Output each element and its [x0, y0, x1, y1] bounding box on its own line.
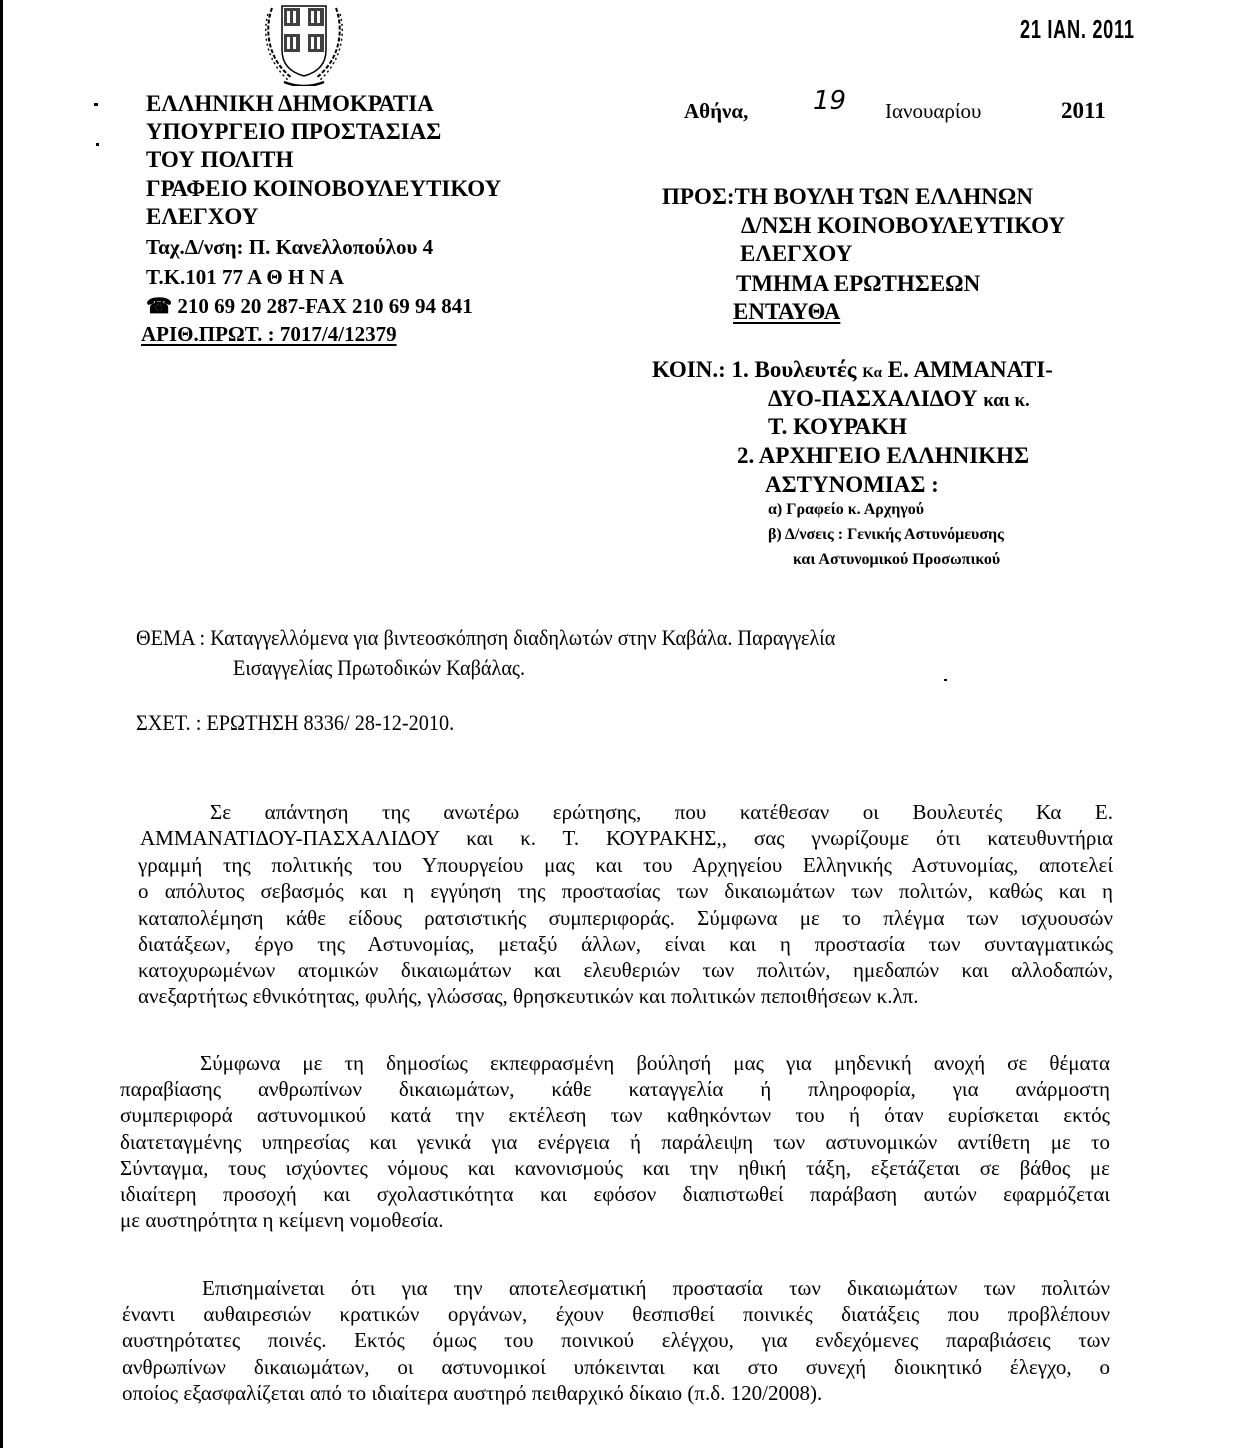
recipient-line: ΤΜΗΜΑ ΕΡΩΤΗΣΕΩΝ	[736, 271, 981, 296]
recipient-line: Δ/ΝΣΗ ΚΟΙΝΟΒΟΥΛΕΥΤΙΚΟΥ	[741, 213, 1066, 238]
cc-item1-text: ΔΥΟ-ΠΑΣΧΑΛΙΔΟΥ	[768, 386, 984, 411]
body-line: ανθρωπίνων δικαιωμάτων, οι αστυνομικοί υπόκεινται και στο συνεχή διοικητικό έλεγχο, ο	[122, 1355, 1110, 1379]
body-line: ο απόλυτος σεβασμός και η εγγύηση της προστασίας των δικαιωμάτων των πολιτών, καθώς και η	[138, 879, 1113, 903]
subject-line-2: Εισαγγελίας Πρωτοδικών Καβάλας.	[233, 655, 525, 680]
recipient-first-line	[662, 183, 1033, 211]
sender-line: ΤΟΥ ΠΟΛΙΤΗ	[146, 147, 294, 172]
body-line: ανεξαρτήτως εθνικότητας, φυλής, γλώσσας, θρησκευτικών και πολιτικών πεποιθήσεων κ.λπ.	[138, 984, 919, 1008]
scan-speck	[94, 103, 98, 106]
date-day-handwritten: 19	[813, 86, 847, 116]
reference-text: ΕΡΩΤΗΣΗ 8336/ 28-12-2010.	[206, 710, 455, 735]
cc-item1-text: Ε. ΑΜΜΑΝΑΤΙ-	[882, 357, 1053, 382]
body-line: γραμμή της πολιτικής του Υπουργείου μας και του Αρχηγείου Ελληνικής Αστυνομίας, αποτελεί	[138, 853, 1113, 877]
body-line: Σε απάντηση της ανωτέρω ερώτησης, που κατέθεσαν οι Βουλευτές Κα Ε.	[210, 800, 1113, 824]
body-line: διατάξεων, έργο της Αστυνομίας, μεταξύ άλλων, είναι και η προστασία των συνταγματικώς	[138, 932, 1113, 956]
body-line: παραβίασης ανθρωπίνων δικαιωμάτων, κάθε καταγγελία ή πληροφορία, για ανάρμοστη	[120, 1077, 1110, 1101]
cc-item2-sub-a: α) Γραφείο κ. Αρχηγού	[768, 501, 925, 518]
body-line: κατοχυρωμένων ατομικών δικαιωμάτων και ελευθεριών των πολιτών, ημεδαπών και αλλοδαπών,	[138, 958, 1113, 982]
cc-item2-sub-b: β) Δ/νσεις : Γενικής Αστυνόμευσης	[768, 526, 1004, 543]
sender-line: ΓΡΑΦΕΙΟ ΚΟΙΝΟΒΟΥΛΕΥΤΙΚΟΥ	[146, 176, 502, 201]
body-line: ΑΜΜΑΝΑΤΙΔΟΥ-ΠΑΣΧΑΛΙΔΟΥ και κ. Τ. ΚΟΥΡΑΚΗΣ,, σας γνωρίζουμε ότι κατευθυντήρια	[140, 826, 1113, 850]
recipient-line: ΕΛΕΓΧΟΥ	[740, 241, 853, 266]
cc-item1-text: Βουλευτές	[754, 357, 863, 382]
cc-item1-line2	[768, 385, 1030, 415]
sender-phone-fax-row	[146, 292, 473, 320]
body-line: αυστηρότατες ποινές. Εκτός όμως του ποινικού ελέγχου, για ενδεχόμενες παραβιάσεις των	[122, 1328, 1110, 1352]
body-line: Σύνταγμα, τους ισχύοντες νόμους και κανονισμούς και την ηθική τάξη, εξετάζεται σε βάθος με	[120, 1156, 1110, 1180]
scan-edge-border	[0, 0, 3, 1448]
cc-item2-text: ΑΡΧΗΓΕΙΟ ΕΛΛΗΝΙΚΗΣ	[758, 443, 1030, 468]
recipient-line: ΤΗ ΒΟΥΛΗ ΤΩΝ ΕΛΛΗΝΩΝ	[734, 184, 1033, 209]
scan-speck	[96, 143, 99, 146]
phone-icon: ☎	[146, 294, 173, 318]
cc-item-number: 1.	[731, 357, 749, 382]
body-line: με αυστηρότητα η κείμενη νομοθεσία.	[120, 1208, 444, 1232]
sender-phone-fax: 210 69 20 287-FAX 210 69 94 841	[177, 294, 473, 318]
sender-line: ΕΛΛΗΝΙΚΗ ΔΗΜΟΚΡΑΤΙΑ	[146, 91, 434, 116]
cc-item1-title-abbrev: Κα	[862, 365, 883, 381]
subject-label: ΘΕΜΑ :	[136, 625, 206, 650]
reference-line	[136, 709, 454, 737]
cc-item1-line3: Τ. ΚΟΥΡΑΚΗ	[768, 414, 907, 439]
scan-speck	[944, 679, 947, 681]
body-line: έναντι αυθαιρεσιών κρατικών οργάνων, έχουν θεσπισθεί ποινικές διατάξεις που προβλέπουν	[122, 1302, 1110, 1326]
cc-row-1	[652, 356, 1053, 387]
cc-item2-sub-b-cont: και Αστυνομικού Προσωπικού	[793, 551, 1001, 568]
cc-label: ΚΟΙΝ.:	[652, 357, 726, 382]
body-line: οποίος εξασφαλίζεται από το ιδιαίτερα αυστηρό πειθαρχικό δίκαιο (π.δ. 120/2008).	[122, 1381, 823, 1405]
sender-postcode-city: Τ.Κ.101 77 Α Θ Η Ν Α	[146, 265, 344, 289]
date-city: Αθήνα,	[684, 99, 749, 123]
body-line: Σύμφωνα με τη δημοσίως εκπεφρασμένη βούλησή μας για μηδενική ανοχή σε θέματα	[200, 1051, 1110, 1075]
date-month: Ιανουαρίου	[885, 99, 982, 123]
date-year: 2011	[1061, 98, 1106, 123]
greek-coat-of-arms-icon	[262, 0, 346, 86]
body-line: Επισημαίνεται ότι για την αποτελεσματική προστασία των δικαιωμάτων των πολιτών	[202, 1276, 1110, 1300]
sender-line: ΕΛΕΓΧΟΥ	[146, 204, 259, 229]
cc-item1-text: και κ.	[983, 390, 1030, 411]
protocol-number: ΑΡΙΘ.ΠΡΩΤ. : 7017/4/12379	[141, 322, 397, 346]
subject-line-1	[136, 624, 835, 652]
recipient-label: ΠΡΟΣ:	[662, 184, 735, 209]
cc-item-number: 2.	[737, 443, 755, 468]
body-line: διατεταγμένης υπηρεσίας και γενικά για ενέργεια ή παράλειψη των αστυνομικών αντίθετη με το	[120, 1130, 1110, 1154]
recipient-line-entautha: ΕΝΤΑΥΘΑ	[733, 299, 841, 324]
reference-label: ΣΧΕΤ. :	[136, 710, 202, 735]
sender-address: Ταχ.Δ/νση: Π. Κανελλοπούλου 4	[146, 235, 434, 259]
received-date-stamp: 21 IAN. 2011	[1020, 14, 1135, 44]
cc-item2-line1	[737, 442, 1029, 470]
body-line: καταπολέμηση κάθε είδους ρατσιστικής συμπεριφοράς. Σύμφωνα με το πλέγμα των ισχυουσών	[138, 906, 1113, 930]
cc-item2-line2: ΑΣΤΥΝΟΜΙΑΣ :	[765, 472, 939, 497]
subject-text: Καταγγελλόμενα για βιντεοσκόπηση διαδηλωτών στην Καβάλα. Παραγγελία	[210, 625, 836, 650]
body-line: συμπεριφορά αστυνομικού κατά την εκτέλεση των καθηκόντων του ή όταν ευρίσκεται εκτός	[120, 1103, 1110, 1127]
body-line: ιδιαίτερη προσοχή και σχολαστικότητα και εφόσον διαπιστωθεί παράβαση αυτών εφαρμόζεται	[120, 1182, 1110, 1206]
sender-line: ΥΠΟΥΡΓΕΙΟ ΠΡΟΣΤΑΣΙΑΣ	[146, 119, 442, 144]
